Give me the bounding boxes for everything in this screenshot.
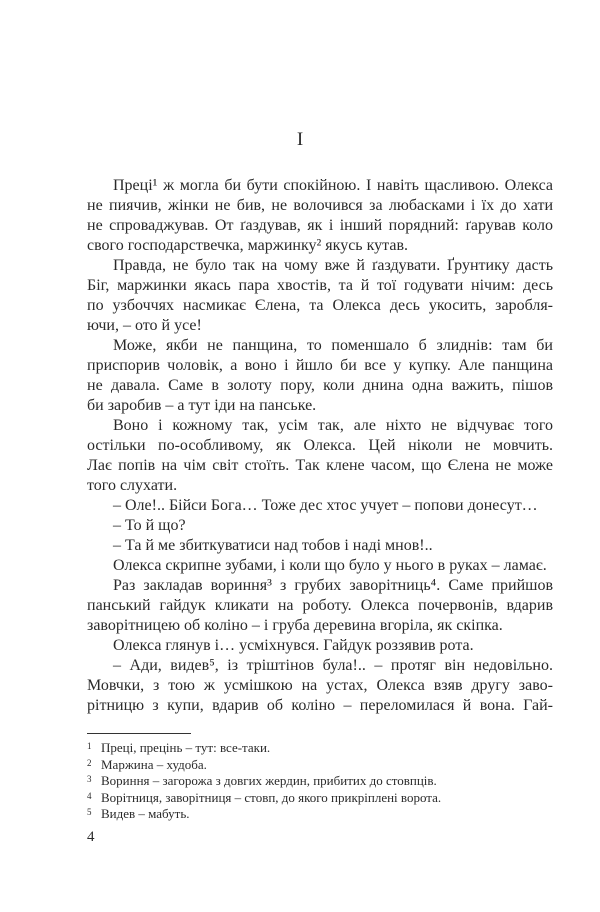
text-line: Правда, не було так на чому вже й ґаздувати. Ґрунтику дасть bbox=[113, 257, 553, 274]
text-line: Олекса скрипне зубами, і коли що було у нього в руках – ламає. bbox=[113, 557, 547, 574]
text-line: не спроваджував. От ґаздував, як і інший порядний: ґарував коло bbox=[87, 217, 553, 234]
text-line: Лає попів на чім світ стоїть. Так клене часом, що Єлена не може bbox=[87, 457, 553, 474]
text-line: свого господарствечка, маржинку² якусь кутав. bbox=[87, 237, 408, 254]
footnote bbox=[87, 806, 553, 823]
text-line: Олекса глянув і… усміхнувся. Гайдук роззявив рота. bbox=[113, 637, 474, 654]
footnote-number: 5 bbox=[87, 807, 92, 818]
text-line: приспорив чоловік, а воно і йшло би все у купку. Але панщина bbox=[87, 357, 553, 374]
text-line: Може, якби не панщина, то поменшало б злиднів: там би bbox=[113, 337, 553, 354]
text-line: остільки по-особливому, як Олекса. Цей ніколи не мовчить. bbox=[87, 437, 553, 454]
text-line: панський гайдук кликати на роботу. Олекса почервонів, вдарив bbox=[87, 597, 553, 614]
text-line: Мовчки, з тою ж усмішкою на устах, Олекса взяв другу заво- bbox=[87, 677, 553, 694]
text-line: Преці¹ ж могла би бути спокійною. І навіть щасливою. Олекса bbox=[113, 177, 553, 194]
text-line: – Ади, видев⁵, із тріштінов була!.. – протяг він недовільно. bbox=[113, 657, 553, 674]
footnote-text: Вориння – загорожа з довгих жердин, прибитих до стовпців. bbox=[101, 773, 437, 789]
footnote-text: Маржина – худоба. bbox=[101, 756, 207, 772]
text-line: Воно і кожному так, усім так, але ніхто не відчуває того bbox=[113, 417, 553, 434]
text-line: ючи, – ото й усе! bbox=[87, 317, 202, 334]
footnote bbox=[87, 757, 553, 774]
text-line: – То й що? bbox=[113, 517, 186, 534]
footnote bbox=[87, 740, 553, 757]
text-line: не пиячив, жінки не бив, не волочився за любасками і їх до хати bbox=[87, 197, 553, 214]
text-line: заворітницею об коліно – і груба деревина вгоріла, як скіпка. bbox=[87, 617, 503, 634]
page-number: 4 bbox=[87, 829, 95, 845]
footnote-number: 3 bbox=[87, 774, 92, 785]
footnotes bbox=[87, 740, 553, 823]
footnote bbox=[87, 790, 553, 807]
text-line: – Та й ме збиткуватиси над тобов і наді мнов!.. bbox=[113, 537, 433, 554]
footnote-number: 4 bbox=[87, 790, 92, 801]
text-line: би заробив – а тут іди на панське. bbox=[87, 397, 317, 414]
text-line: не давала. Саме в золоту пору, коли днина одна важить, пішов bbox=[87, 377, 553, 394]
footnote-text: Ворітниця, заворітниця – стовп, до якого прикріплені ворота. bbox=[101, 789, 442, 805]
text-line: – Оле!.. Бійси Бога… Тоже дес хтос учует – попови донесут… bbox=[113, 497, 538, 514]
footnote-number: 2 bbox=[87, 757, 92, 768]
footnote bbox=[87, 773, 553, 790]
body-text bbox=[87, 176, 553, 716]
text-line: Раз закладав вориння³ з грубих заворітниць⁴. Саме прийшов bbox=[113, 577, 553, 594]
chapter-title: I bbox=[296, 129, 304, 150]
footnote-text: Преці, прецінь – тут: все-таки. bbox=[101, 740, 271, 755]
footnote-number: 1 bbox=[87, 741, 92, 751]
footnote-text: Видев – мабуть. bbox=[101, 806, 190, 822]
text-line: по узбоччях насмикає Єлена, та Олекса десь укосить, заробля- bbox=[87, 297, 553, 314]
text-line: Біг, маржинки якась пара хвостів, та й тої годувати нічим: десь bbox=[87, 277, 553, 294]
footnote-divider bbox=[87, 733, 191, 734]
text-line: рітницю з купи, вдарив об коліно – переломилася й вона. Гай- bbox=[87, 697, 553, 714]
text-line: того слухати. bbox=[87, 477, 178, 494]
